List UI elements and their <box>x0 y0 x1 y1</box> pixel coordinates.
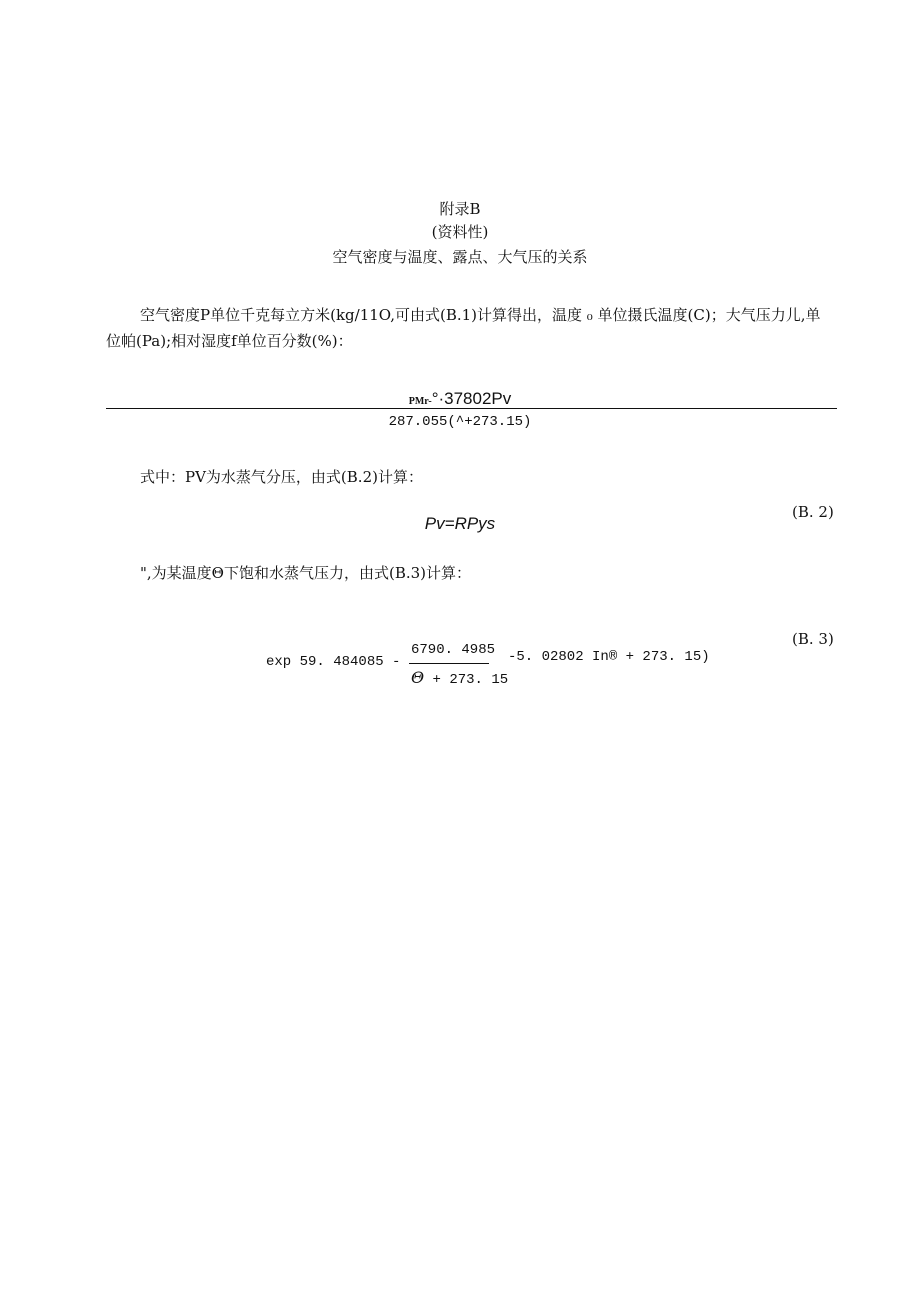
formula-b3-label: (B. 3) <box>792 630 834 648</box>
formula-b2-expression: Pv=RPys <box>424 514 496 533</box>
intro-line-1: 空气密度P单位千克每立方米(kg/11O,可由式(B.1)计算得出，温度 ₀ 单位摄氏温度(C)；大气压力儿,单 <box>140 306 821 324</box>
formula-b1-numerator-small: PMr- <box>408 396 432 407</box>
intro-line-2: 位帕(Pa);相对湿度f单位百分数(%)： <box>106 332 353 350</box>
formula-b3-fraction-denominator <box>411 668 508 688</box>
appendix-title: 空气密度与温度、露点、大气压的关系 <box>332 248 588 266</box>
formula-b1-fraction-rule <box>106 408 837 409</box>
where-text: 式中：PV为水蒸气分压，由式(B.2)计算： <box>140 468 423 486</box>
formula-b3-fraction-numerator: 6790. 4985 <box>411 642 496 658</box>
formula-b1-denominator: 287.055(^+273.15) <box>388 414 532 430</box>
appendix-nature: (资料性) <box>431 223 489 241</box>
formula-b3-prefix: exp 59. 484085 - <box>266 654 401 670</box>
appendix-label: 附录B <box>439 200 481 218</box>
saturation-text: ",为某温度Θ下饱和水蒸气压力，由式(B.3)计算： <box>140 564 472 582</box>
formula-b3-denominator-rest: + 273. 15 <box>432 672 509 688</box>
formula-b3-fraction-rule <box>409 663 489 664</box>
formula-b3-suffix: -5. 02802 In® + 273. 15) <box>508 649 710 665</box>
formula-b2-label: (B. 2) <box>792 503 834 521</box>
formula-b1-numerator-big: °·37802Pv <box>431 389 512 408</box>
formula-b1-numerator <box>0 389 920 409</box>
theta-symbol: Θ <box>411 668 425 687</box>
